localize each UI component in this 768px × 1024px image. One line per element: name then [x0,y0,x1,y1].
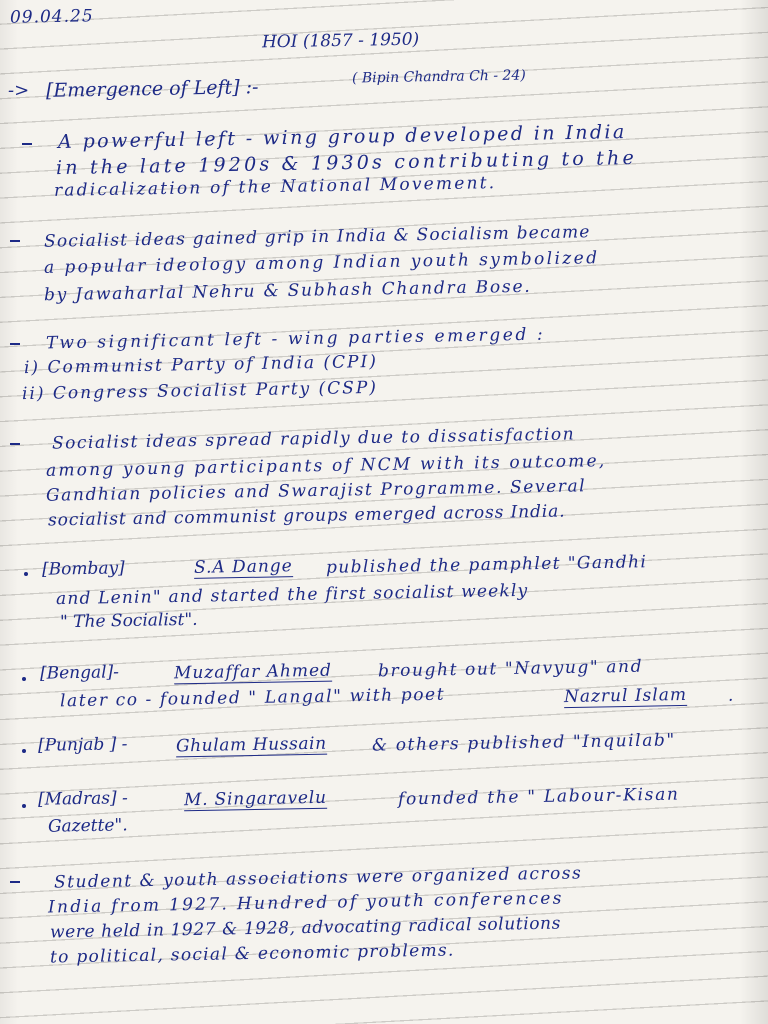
note-line: socialist and communist groups emerged across India. [47,501,566,531]
bullet-dash [10,881,20,883]
topic-source: ( Bipin Chandra Ch - 24) [351,67,526,87]
note-punctuation: . [728,686,734,706]
note-line: were held in 1927 & 1928, advocating radical solutions [49,913,562,943]
topic-heading: [Emergence of Left] :- [45,76,259,102]
bullet-dash [10,443,20,445]
bullet-dash [22,143,32,145]
bullet-dot [24,572,28,576]
note-line: & others published "Inquilab" [371,730,677,756]
note-line: Socialist ideas spread rapidly due to dissatisfaction [51,424,576,454]
bullet-dash [10,240,20,242]
note-line: Student & youth associations were organized across [53,863,583,893]
person-nazrul-islam: Nazrul Islam [563,684,688,708]
note-line: India from 1927. Hundred of youth conferences [47,888,564,918]
bullet-dot [22,749,26,753]
note-line: " The Socialist". [59,609,198,633]
region-tag-bombay: [Bombay] [41,558,125,580]
arrow-marker: -> [8,80,30,101]
note-line: brought out "Navyug" and [377,656,644,682]
note-line: Socialist ideas gained grip in India & Socialism became [43,222,591,252]
note-line: founded the " Labour-Kisan [397,784,680,810]
note-line: later co - founded " Langal" with poet [59,684,446,712]
note-line: and Lenin" and started the first socialist weekly [55,580,529,610]
list-item-csp: ii) Congress Socialist Party (CSP) [21,377,379,405]
note-line: published the pamphlet "Gandhi [325,552,648,578]
note-title: HOI (1857 - 1950) [261,29,420,53]
person-sa-dange: S.A Dange [193,556,293,578]
region-tag-bengal: [Bengal]- [39,662,120,684]
note-line: Gandhian policies and Swarajist Programme. Several [45,476,587,506]
note-line: radicalization of the National Movement. [53,173,497,201]
region-tag-madras: [Madras] - [37,788,128,810]
note-line: Gazette". [47,815,128,837]
note-line: by Jawaharlal Nehru & Subhash Chandra Bose. [43,276,532,306]
person-m-singaravelu: M. Singaravelu [183,787,327,811]
note-line: in the late 1920s & 1930s contributing to the [55,146,638,180]
note-line: among young participants of NCM with its outcome, [45,451,607,481]
note-line: a popular ideology among Indian youth symbolized [43,248,600,278]
note-line: Two significant left - wing parties emerged : [45,324,546,354]
bullet-dot [22,804,26,808]
note-line: A powerful left - wing group developed in India [57,121,627,153]
person-ghulam-hussain: Ghulam Hussain [175,733,327,757]
note-line: to political, social & economic problems. [49,940,455,968]
list-item-cpi: i) Communist Party of India (CPI) [23,351,379,379]
bullet-dash [10,343,20,345]
region-tag-punjab: [Punjab ] - [37,734,128,756]
bullet-dot [22,677,26,681]
note-date: 09.04.25 [9,6,94,28]
person-muzaffar-ahmed: Muzaffar Ahmed [173,660,333,684]
